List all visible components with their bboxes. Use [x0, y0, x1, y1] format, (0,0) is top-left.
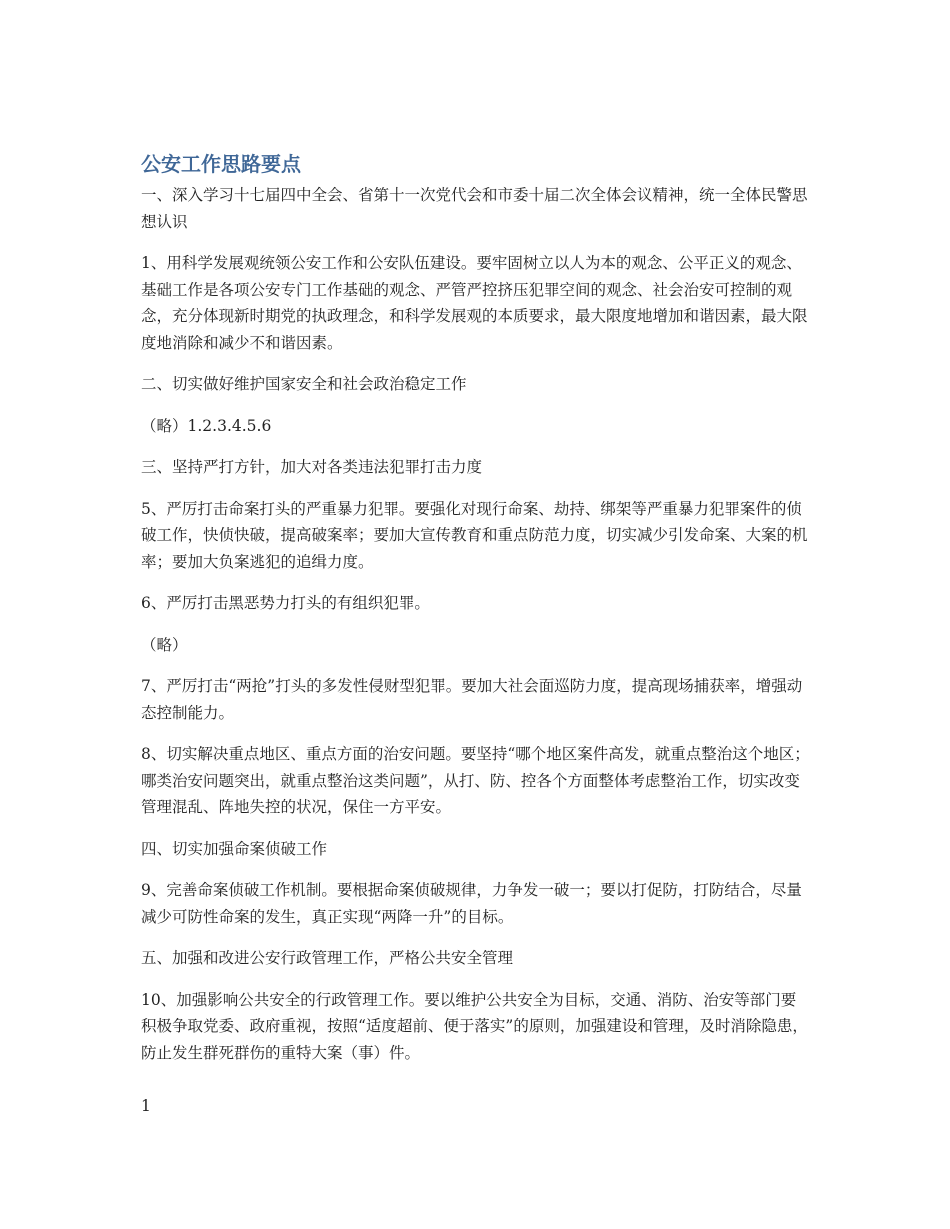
- omitted-note-2: （略）: [141, 635, 188, 654]
- document-page: [141, 150, 811, 1081]
- paragraph-item-7: 7、严厉打击“两抢”打头的多发性侵财型犯罪。要加大社会面巡防力度，提高现场捕获率，增强动态控制能力。: [141, 677, 803, 722]
- paragraph-item-9: 9、完善命案侦破工作机制。要根据命案侦破规律，力争发一破一；要以打促防，打防结合，尽量减少可防性命案的发生，真正实现“两降一升”的目标。: [141, 881, 802, 926]
- section-heading-5: 五、加强和改进公安行政管理工作，严格公共安全管理: [141, 949, 514, 967]
- page-number: 1: [141, 1097, 151, 1115]
- omitted-note-1: （略）1.2.3.4.5.6: [141, 416, 272, 435]
- section-heading-2: 二、切实做好维护国家安全和社会政治稳定工作: [141, 375, 467, 393]
- section-heading-3: 三、坚持严打方针，加大对各类违法犯罪打击力度: [141, 458, 483, 476]
- paragraph-item-6: 6、严厉打击黑恶势力打头的有组织犯罪。: [141, 594, 430, 612]
- paragraph-item-8: 8、切实解决重点地区、重点方面的治安问题。要坚持“哪个地区案件高发，就重点整治这个地区；哪类治安问题突出，就重点整治这类问题”，从打、防、控各个方面整体考虑整治工作，切实改变管理混乱、阵地失控的状况，保住一方平安。: [141, 745, 810, 816]
- section-heading-4: 四、切实加强命案侦破工作: [141, 839, 328, 858]
- paragraph-item-5: 5、严厉打击命案打头的严重暴力犯罪。要强化对现行命案、劫持、绑架等严重暴力犯罪案件的侦破工作，快侦快破，提高破案率；要加大宣传教育和重点防范力度，切实减少引发命案、大案的机率；要加大负案逃犯的追缉力度。: [141, 499, 808, 571]
- paragraph-item-10: 10、加强影响公共安全的行政管理工作。要以维护公共安全为目标，交通、消防、治安等部门要积极争取党委、政府重视，按照“适度超前、便于落实”的原则，加强建设和管理，及时消除隐患，防止发生群死群伤的重特大案（事）件。: [141, 990, 808, 1062]
- section-heading-1: 一、深入学习十七届四中全会、省第十一次党代会和市委十届二次全体会议精神，统一全体民警思想认识: [141, 186, 808, 231]
- paragraph-item-1: 1、用科学发展观统领公安工作和公安队伍建设。要牢固树立以人为本的观念、公平正义的观念、基础工作是各项公安专门工作基础的观念、严管严控挤压犯罪空间的观念、社会治安可控制的观念，充分体现新时期党的执政理念，和科学发展观的本质要求，最大限度地增加和谐因素，最大限度地消除和减少不和谐因素。: [141, 254, 808, 352]
- document-title: 公安工作思路要点: [141, 152, 301, 176]
